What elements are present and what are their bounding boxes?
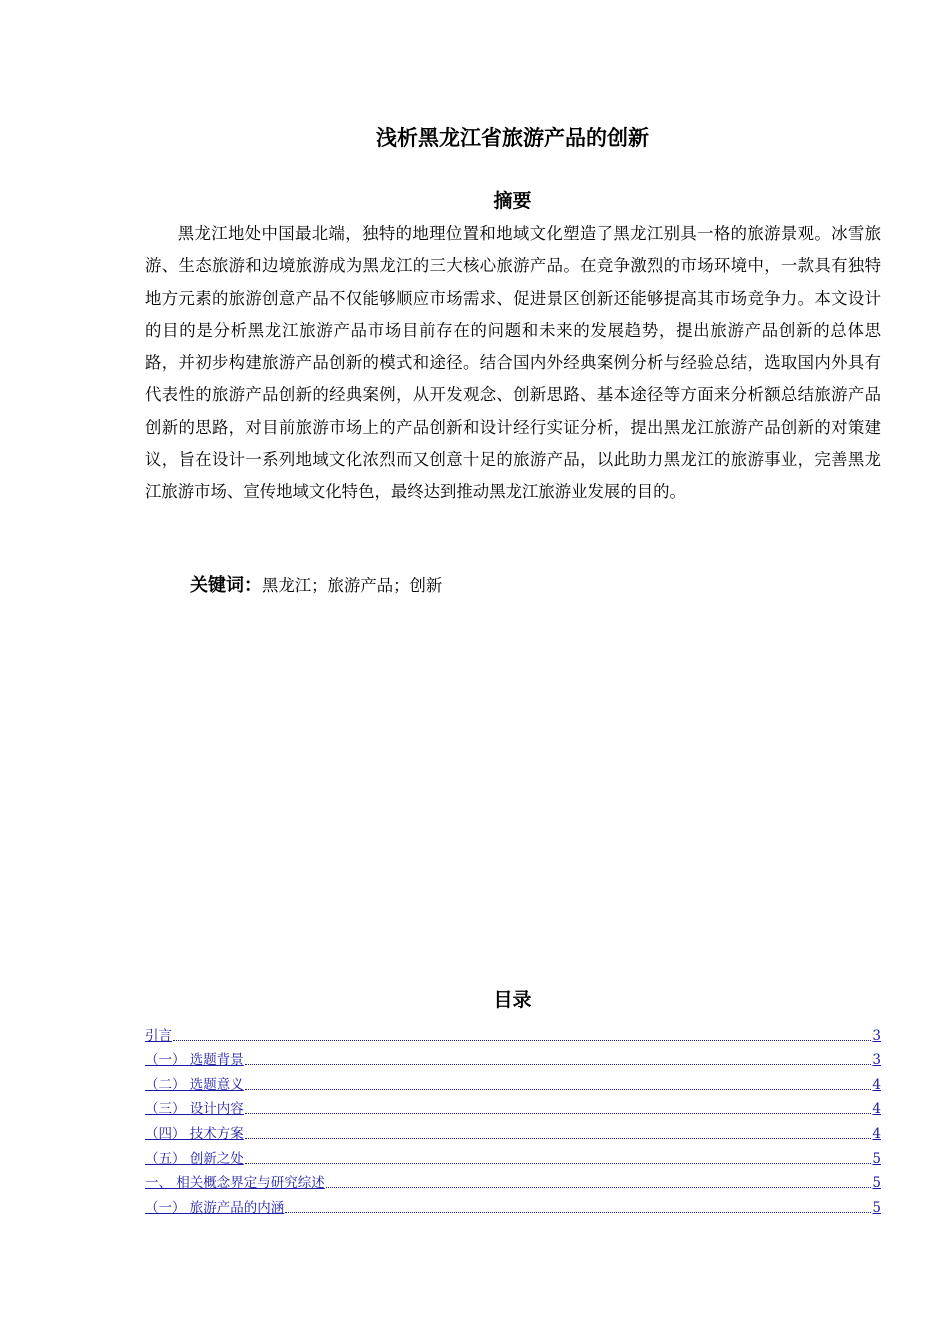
toc-entry[interactable]	[145, 1192, 881, 1217]
table-of-contents	[145, 1020, 881, 1217]
document-title: 浅析黑龙江省旅游产品的创新	[376, 126, 649, 150]
toc-entry[interactable]	[145, 1094, 881, 1119]
toc-entry-page[interactable]: 4	[872, 1101, 881, 1118]
toc-entry-title[interactable]: （四） 技术方案	[145, 1125, 244, 1142]
toc-entry-page[interactable]: 4	[872, 1076, 881, 1093]
toc-entry-title[interactable]: （五） 创新之处	[145, 1150, 244, 1167]
toc-leader-dots	[245, 1063, 872, 1065]
keywords-label: 关键词：	[190, 575, 262, 596]
toc-entry-title[interactable]: （三） 设计内容	[145, 1101, 244, 1118]
toc-entry-title[interactable]: 引言	[145, 1027, 172, 1044]
toc-entry-page[interactable]: 5	[872, 1199, 881, 1216]
toc-entry[interactable]	[145, 1020, 881, 1045]
toc-entry-title[interactable]: （一） 旅游产品的内涵	[145, 1199, 285, 1216]
abstract-heading: 摘要	[493, 190, 532, 212]
toc-leader-dots	[245, 1137, 872, 1139]
toc-entry[interactable]	[145, 1118, 881, 1143]
toc-leader-dots	[245, 1112, 872, 1114]
toc-entry-page[interactable]: 3	[872, 1052, 881, 1069]
toc-entry[interactable]	[145, 1069, 881, 1094]
toc-leader-dots	[173, 1039, 871, 1041]
toc-entry-title[interactable]: （一） 选题背景	[145, 1052, 244, 1069]
toc-heading: 目录	[493, 989, 532, 1011]
toc-entry-title[interactable]: （二） 选题意义	[145, 1076, 244, 1093]
toc-entry-title[interactable]: 一、 相关概念界定与研究综述	[145, 1175, 325, 1192]
toc-entry-page[interactable]: 4	[872, 1125, 881, 1142]
keywords-line	[190, 572, 442, 600]
abstract-body: 黑龙江地处中国最北端，独特的地理位置和地域文化塑造了黑龙江别具一格的旅游景观。冰雪旅游、生态旅游和边境旅游成为黑龙江的三大核心旅游产品。在竞争激烈的市场环境中，一款具有独特地方元素的旅游创意产品不仅能够顺应市场需求、促进景区创新还能够提高其市场竞争力。本文设计的目的是分析黑龙江旅游产品市场目前存在的问题和未来的发展趋势，提出旅游产品创新的总体思路，并初步构建旅游产品创新的模式和途径。结合国内外经典案例分析与经验总结，选取国内外具有代表性的旅游产品创新的经典案例，从开发观念、创新思路、基本途径等方面来分析额总结旅游产品创新的思路，对目前旅游市场上的产品创新和设计经行实证分析，提出黑龙江旅游产品创新的对策建议，旨在设计一系列地域文化浓烈而又创意十足的旅游产品，以此助力黑龙江的旅游事业，完善黑龙江旅游市场、宣传地域文化特色，最终达到推动黑龙江旅游业发展的目的。	[145, 224, 881, 502]
toc-entry[interactable]	[145, 1168, 881, 1193]
toc-leader-dots	[326, 1186, 872, 1188]
toc-entry-page[interactable]: 3	[872, 1027, 881, 1044]
toc-entry-page[interactable]: 5	[872, 1175, 881, 1192]
keywords-value: 黑龙江；旅游产品；创新	[262, 576, 443, 595]
toc-entry[interactable]	[145, 1045, 881, 1070]
toc-leader-dots	[245, 1162, 872, 1164]
toc-leader-dots	[245, 1088, 872, 1090]
toc-entry[interactable]	[145, 1143, 881, 1168]
toc-leader-dots	[285, 1211, 871, 1213]
toc-entry-page[interactable]: 5	[872, 1150, 881, 1167]
